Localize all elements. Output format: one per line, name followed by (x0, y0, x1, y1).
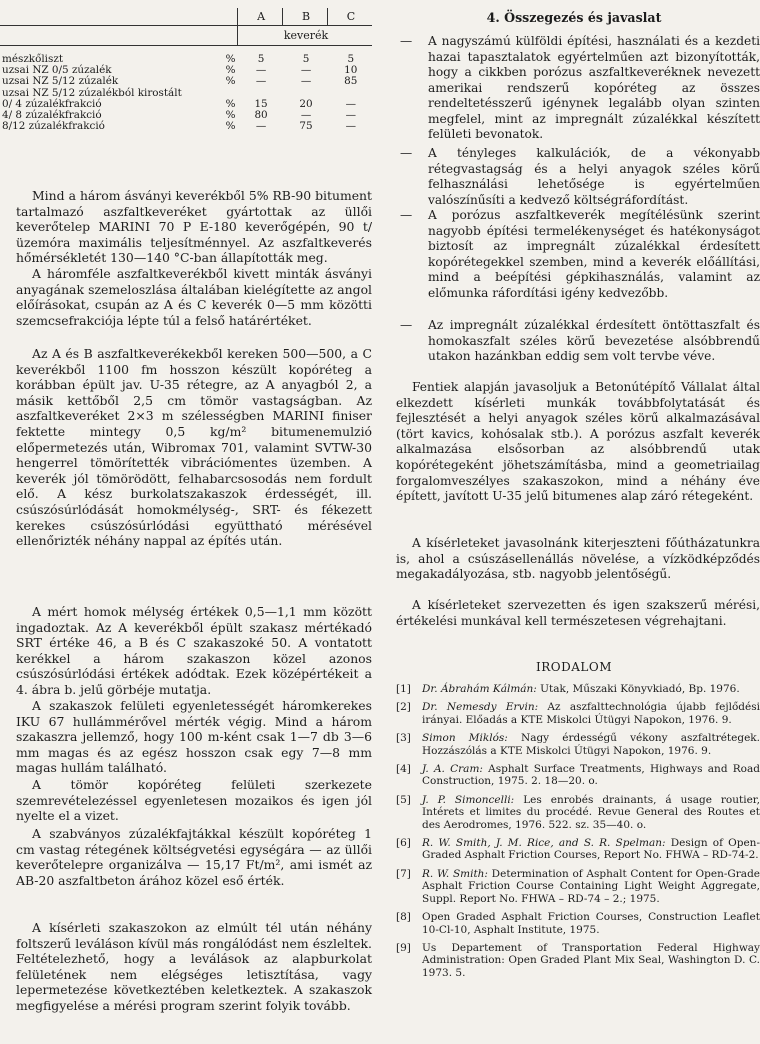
value-a: 5 (257, 53, 265, 65)
aggregate-mix-table (0, 8, 372, 132)
paragraph: A tömör kopóréteg felületi szerkezete szemrevételezéssel egyenletesen mozaikos és igen jól nyelte el a vizet. (16, 777, 372, 824)
value-b: 20 (299, 97, 313, 110)
paragraph: A háromféle aszfaltkeverékből kivett minták ásványi anyagának szemeloszlása általában kielégítette az angol előírásokat, csupán az A és C keverék 0—5 mm közötti szemcsefrakciója lépte túl a felső határértéket. (16, 266, 372, 328)
row-unit: % (225, 120, 236, 133)
value-b: — (300, 109, 312, 122)
value-b: 5 (302, 53, 310, 65)
reference-text: Asphalt Surface Treatments, Highways and Road Construction, 1975. 2. 18—20. o. (422, 763, 760, 788)
reference-number: [2] (396, 701, 411, 714)
reference-number: [7] (396, 867, 411, 880)
value-c: 10 (344, 64, 358, 77)
table-row (0, 76, 372, 87)
reference-item (396, 942, 760, 979)
reference-text: Determination of Asphalt Content for Open-Grade Asphalt Friction Course Containing Light Weight Aggregate, Suppl. Report No. FHWA – RD-74 – 2.; 1975. (422, 867, 760, 905)
value-c: — (345, 109, 356, 122)
col-header-b: B (283, 8, 328, 26)
paragraph: A szakaszok felületi egyenletességét háromkerekes IKU 67 hullámmérővel mérték végig. Mind a három szakaszra jellemző, hogy 100 m-ként csak 1—7 db 3—6 mm magas és az egész hosszon csak egy 7—8 mm magas hullám található. (16, 698, 372, 776)
reference-text: Les enrobés drainants, á usage routier, Intérets et limites du procédé. Revue General des Routes et des Aerodromes, 1976. 522. sz. 35—40. o. (422, 793, 760, 831)
value-a: 80 (254, 109, 268, 122)
paragraph: Fentiek alapján javasoljuk a Betonútépítő Vállalat által elkezdett kísérleti munkák továbbfolytatását és fejlesztését a helyi anyagok széles körű alkalmazásával (tört kavics, kohósalak stb.). A porózus aszfalt keverék alkalmazása elsősorban az alsóbbrendű utak kopórétegeként jöhetszámításba, mind a geometriailag forgalomveszélyes szakaszokon, mind a néhány éve épített, javított U-35 jelű bitumenes alap záró rétegeként. (396, 380, 760, 504)
paragraph: A kísérleti szakaszokon az elmúlt tél után néhány foltszerű leváláson kívül más rongálódást nem észleltek. Feltételezhető, hogy a leválások az alapburkolat felületének nem elégséges letisztítása, vagy lepermetezése következtében keletkeztek. A szakaszok megfigyelése a mérési program szerint folyik tovább. (16, 920, 372, 1013)
summary-bullet: — A nagyszámú külföldi építési, használati és a kezdeti hazai tapasztalatok egyértelműen azt bizonyították, hogy a cikkben porózus aszfaltkeveréknek nevezett amerikai rendszerű kopóréteg az összes rendeltetésszerű igénynek legalább olyan szinten megfelel, mint az impregnált zúzalékkal készített felületi bevonatok. (400, 34, 760, 141)
reference-number: [4] (396, 763, 411, 776)
value-c: 85 (344, 75, 358, 88)
summary-bullet: — A tényleges kalkulációk, de a vékonyabb rétegvastagság és a helyi anyagok széles körű felhasználási lehetősége is egyértelműen valószínűsíti a kedvező költségráfordítást. (400, 146, 760, 207)
summary-bullet: — Az impregnált zúzalékkal érdesített öntöttaszfalt és homokaszfalt széles körű bevezetése alsóbbrendű utakon hazánkban eddig sem volt tervbe véve. (400, 318, 760, 363)
reference-item (396, 911, 760, 936)
reference-text: Utak, Műszaki Könyvkiadó, Bp. 1976. (536, 683, 740, 695)
paragraph: A kísérleteket szervezetten és igen szakszerű mérési, értékelési munkával kell természetesen végrehajtani. (396, 598, 760, 628)
reference-item (396, 763, 760, 788)
reference-author: Simon Miklós: (422, 732, 508, 745)
table-subheader-row (0, 26, 372, 46)
reference-author: R. W. Smith: (422, 867, 488, 880)
reference-number: [1] (396, 683, 411, 695)
subheader-mix: keverék (238, 26, 372, 46)
col-header-c: C (328, 8, 372, 26)
paragraph: A mért homok mélység értékek 0,5—1,1 mm között ingadoztak. Az A keverékből épült szakasz mértékadó SRT értéke 46, a B és C szakaszoké 50. A vontatott kerékkel a három szakaszon közel azonos csúszósúrlódási értékek adódtak. Ezek középértékeit a 4. ábra b. jelű görbéje mutatja. (16, 604, 372, 697)
value-b: — (300, 75, 312, 88)
section-heading: 4. Összegezés és javaslat (486, 10, 662, 25)
table-row (0, 121, 372, 132)
paragraph: A szabványos zúzalékfajtákkal készült kopóréteg 1 cm vastag rétegének költségvetési egységára — az üllői keverőtelepre organizálva — 15,17 Ft/m², ami ismét az AB-20 aszfaltbeton árához közel eső érték. (16, 826, 372, 888)
reference-text: Open Graded Asphalt Friction Courses, Construction Leaflet 10-Cl-10, Asphalt Institute, 1975. (422, 911, 760, 936)
value-b: 75 (299, 120, 313, 133)
reference-item (396, 683, 760, 695)
row-label: mészkőliszt (2, 53, 63, 65)
reference-author: J. A. Cram: (422, 763, 483, 776)
row-unit: % (225, 109, 236, 122)
row-label: 0/ 4 zúzalékfrakció (2, 97, 102, 110)
reference-text: Az aszfalttechnológia újabb fejlődési irányai. Előadás a KTE Miskolci Útügyi Napokon, 1976. 9. (422, 701, 760, 726)
value-a: — (255, 64, 267, 77)
reference-number: [8] (396, 911, 411, 924)
value-a: — (255, 120, 267, 133)
value-a: 15 (254, 97, 268, 110)
table-header-row (0, 8, 372, 26)
row-unit: % (225, 75, 236, 88)
row-label: 8/12 zúzalékfrakció (2, 120, 105, 133)
row-label: uzsai NZ 5/12 zúzalékból kirostált (2, 86, 182, 99)
reference-text: Us Departement of Transportation Federal Highway Administration: Open Graded Plant Mix Seal, Washington D. C. 1973. 5. (422, 941, 760, 979)
paragraph: Mind a három ásványi keverékből 5% RB-90 bitument tartalmazó aszfaltkeveréket gyártottak az üllői keverőtelep MARINI 70 P E-180 keverőgépén, 90 t/üzemóra maximális teljesítménnyel. Az aszfaltkeverés hőmérsékletét 130—140 °C-ban állapították meg. (16, 188, 372, 266)
reference-number: [9] (396, 941, 411, 954)
reference-author: J. P. Simoncelli: (422, 793, 515, 806)
reference-item (396, 701, 760, 726)
value-c: 5 (347, 53, 355, 65)
paragraph: A kísérleteket javasolnánk kiterjeszteni főútházatunkra is, ahol a csúszásellenállás növelése, a vízködképződés megakadályozása, stb. nagyobb jelentőségű. (396, 536, 760, 582)
row-label: uzsai NZ 5/12 zúzalék (2, 75, 119, 88)
reference-item (396, 732, 760, 757)
value-c: — (345, 97, 356, 110)
col-header-a: A (238, 8, 283, 26)
summary-bullet: — A porózus aszfaltkeverék megítélésünk szerint nagyobb építési termelékenységet és hatékonyságot biztosít az impregnált zúzalékkal érdesített kopórétegekkel szemben, mind a keverék előállítási, mind a beépítési gépkihasználás, valamint az előmunka ráfordítási igény kedvezőbb. (400, 208, 760, 300)
reference-text: Nagy érdességű vékony aszfaltrétegek. Hozzászólás a KTE Miskolci Útügyi Napokon, 1976. 9. (422, 732, 760, 757)
reference-number: [3] (396, 732, 411, 745)
row-unit: % (225, 53, 236, 65)
value-a: — (255, 75, 267, 88)
value-b: — (300, 64, 312, 77)
reference-item (396, 837, 760, 862)
references-title: IRODALOM (536, 660, 612, 674)
reference-item (396, 868, 760, 905)
value-c: — (345, 120, 356, 133)
row-label: 4/ 8 zúzalékfrakció (2, 109, 102, 122)
row-unit: % (225, 97, 236, 110)
references-list (396, 683, 760, 985)
reference-author: Dr. Ábrahám Kálmán: (422, 683, 537, 695)
reference-number: [5] (396, 793, 411, 806)
reference-text: Design of Open-Graded Asphalt Friction Courses, Report No. FHWA – RD-74-2. (422, 837, 760, 862)
reference-number: [6] (396, 837, 411, 850)
row-unit: % (225, 64, 236, 77)
row-label: uzsai NZ 0/5 zúzalék (2, 64, 112, 77)
paragraph: Az A és B aszfaltkeverékekből kereken 500—500, a C keverékből 1100 fm hosszon készült kopóréteg a korábban épült jav. U-35 rétegre, az A anyagból 2, a másik kettőből 2,5 cm tömör vastagságban. Az aszfaltkeveréket 2×3 m szélességben MARINI finiser fektette mintegy 0,5 kg/m² bitumenemulzió előpermetezés után, Wibromax 701, valamint SVTW-30 hengerrel tömörítették vibrációmentes üzemben. A keverék jól tömörödött, felhabarcsosodás nem fordult elő. A kész burkolatszakaszok érdességét, ill. csúszósúrlódását homokmélység-, SRT- és fékezett kerekes csúszósúrlódási együttható mérésével ellenőrizték néhány nappal az építés után. (16, 346, 372, 549)
reference-author: Dr. Nemesdy Ervin: (422, 701, 539, 714)
reference-item (396, 794, 760, 831)
reference-author: R. W. Smith, J. M. Rice, and S. R. Spelman: (422, 837, 666, 850)
